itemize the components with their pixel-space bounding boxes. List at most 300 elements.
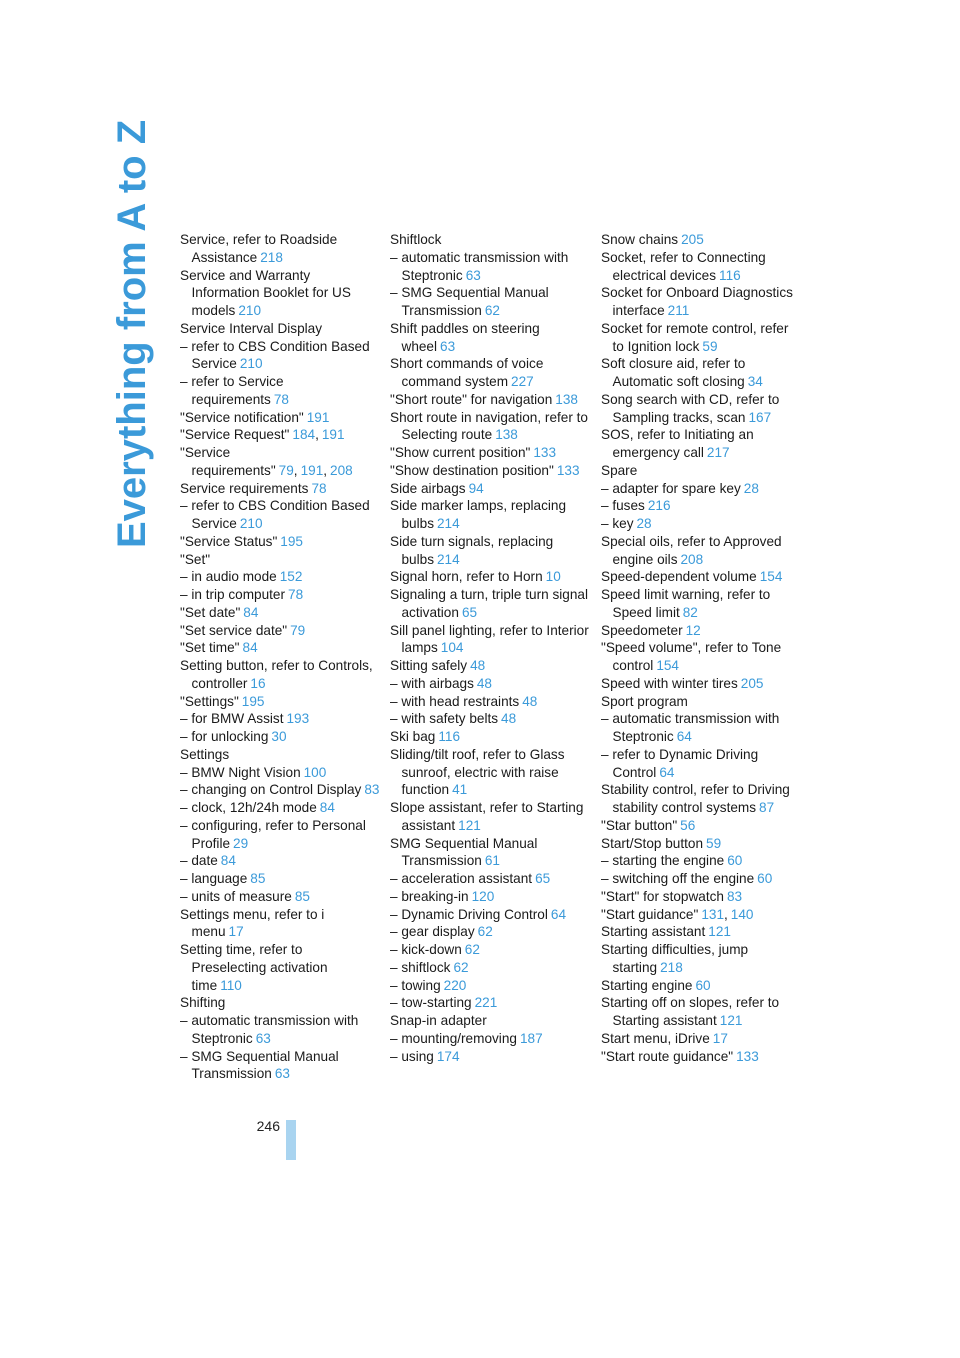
index-entry	[390, 391, 590, 409]
index-entry	[601, 1048, 801, 1066]
index-entry	[180, 888, 380, 906]
index-term: – clock, 12h/24h mode	[180, 800, 317, 815]
page-link[interactable]: 59	[706, 835, 722, 851]
side-title	[108, 119, 154, 548]
index-term: SMG Sequential Manual Transmission	[390, 835, 538, 869]
page-link[interactable]: 48	[522, 693, 538, 709]
page-link[interactable]: 133	[556, 462, 580, 478]
page-link[interactable]: 87	[759, 800, 775, 815]
index-term: "Show destination position"	[390, 462, 554, 478]
index-term: "Show current position"	[390, 445, 531, 460]
index-entry	[390, 568, 590, 586]
index-entry	[390, 657, 590, 675]
index-entry	[601, 497, 801, 515]
index-term: Socket for Onboard Diagnostics interface	[601, 285, 793, 318]
page-link[interactable]: 17	[712, 1030, 728, 1046]
index-term: Sill panel lighting, refer to Interior lamps	[390, 622, 589, 656]
page-link[interactable]: 63	[465, 267, 481, 283]
index-term: Snap-in adapter	[390, 1013, 487, 1028]
index-entry	[180, 586, 380, 604]
index-term: Service and Warranty Information Booklet for US models	[180, 267, 351, 318]
index-entry	[180, 320, 380, 338]
page-link[interactable]: 29	[233, 835, 249, 851]
index-term: – SMG Sequential Manual Transmission	[390, 285, 549, 318]
page-separator: ,	[323, 462, 328, 478]
index-entry	[180, 551, 380, 569]
index-term: – refer to Dynamic Driving Control	[601, 746, 759, 780]
page-link[interactable]: 218	[260, 249, 283, 265]
index-term: – switching off the engine	[601, 871, 755, 886]
page-link[interactable]: 195	[280, 533, 303, 549]
page-link[interactable]: 208	[680, 551, 704, 567]
index-term: – for unlocking	[180, 729, 269, 744]
page-link[interactable]: 30	[271, 729, 287, 744]
page-link[interactable]: 64	[550, 906, 567, 922]
index-term: – automatic transmission with Steptronic	[601, 711, 780, 744]
page-link[interactable]: 83	[726, 888, 743, 904]
index-term: – refer to CBS Condition Based Service	[180, 338, 370, 372]
index-term: Settings menu, refer to i menu	[180, 906, 325, 940]
index-term: Socket for remote control, refer to Ignition lock	[601, 320, 789, 354]
page-link[interactable]: 121	[458, 817, 481, 833]
index-term: – automatic transmission with Steptronic	[180, 1013, 359, 1046]
index-entry	[601, 639, 801, 675]
index-term: "Service requirements"	[180, 445, 276, 478]
page-link[interactable]: 191	[300, 462, 324, 478]
index-term: Speedometer	[601, 622, 683, 638]
page-link[interactable]: 64	[659, 764, 675, 780]
page-link[interactable]: 205	[681, 232, 704, 247]
index-term: Short route in navigation, refer to Selecting route	[390, 409, 588, 443]
index-term: – with head restraints	[390, 693, 520, 709]
index-term: Speed-dependent volume	[601, 569, 757, 585]
page-link[interactable]: 78	[288, 587, 304, 602]
page-number: 246	[256, 1118, 280, 1134]
page-link[interactable]: 211	[667, 303, 690, 318]
page-link[interactable]: 63	[255, 1030, 271, 1046]
index-entry	[390, 710, 590, 728]
index-entry	[601, 941, 801, 977]
index-entry	[180, 639, 380, 657]
page-link[interactable]: 116	[719, 267, 741, 283]
index-entry	[180, 533, 380, 551]
index-term: – refer to Service requirements	[180, 374, 284, 407]
page-link[interactable]: 187	[519, 1030, 543, 1046]
page-separator: ,	[315, 427, 319, 443]
index-term: Sitting safely	[390, 658, 468, 673]
index-term: – in audio mode	[180, 569, 277, 585]
index-entry	[390, 622, 590, 658]
index-term: "Set time"	[180, 640, 240, 656]
index-entry	[180, 604, 380, 622]
index-entry	[601, 781, 801, 817]
index-term: – adapter for spare key	[601, 480, 741, 496]
index-entry	[390, 835, 590, 871]
index-entry	[601, 622, 801, 640]
page-number-bar	[286, 1120, 296, 1160]
page-link[interactable]: 65	[461, 604, 478, 620]
page-link[interactable]: 65	[535, 871, 551, 886]
index-entry	[601, 710, 801, 746]
index-entry	[390, 1048, 590, 1066]
index-term: "Speed volume", refer to Tone control	[601, 640, 782, 673]
index-term: – tow-starting	[390, 995, 472, 1011]
index-entry	[601, 977, 801, 995]
index-entry	[601, 462, 801, 480]
index-entry	[180, 764, 380, 782]
index-term: – with airbags	[390, 675, 474, 691]
index-term: Service, refer to Roadside Assistance	[180, 232, 338, 265]
index-entry	[601, 533, 801, 569]
index-term: – configuring, refer to Personal Profile	[180, 817, 366, 851]
index-term: Snow chains	[601, 232, 679, 247]
index-entry	[601, 515, 801, 533]
index-term: Ski bag	[390, 729, 436, 744]
index-entry	[601, 870, 801, 888]
index-entry	[390, 586, 590, 622]
index-entry	[601, 231, 801, 249]
page-link[interactable]: 34	[747, 374, 763, 389]
index-term: – breaking-in	[390, 888, 469, 904]
index-entry	[390, 746, 590, 799]
index-term: – in trip computer	[180, 587, 286, 602]
index-term: – using	[390, 1048, 434, 1064]
page-link[interactable]: 28	[636, 516, 652, 531]
index-term: – Dynamic Driving Control	[390, 906, 548, 922]
index-column-1	[180, 231, 380, 1083]
index-term: Side airbags	[390, 480, 466, 496]
page-link[interactable]: 48	[476, 675, 492, 691]
index-term: Starting difficulties, jump starting	[601, 942, 749, 975]
index-term: – language	[180, 871, 248, 886]
index-entry	[390, 728, 590, 746]
index-term: "Set service date"	[180, 622, 288, 638]
page-link[interactable]: 85	[250, 871, 266, 886]
index-term: "Service Request"	[180, 427, 290, 443]
index-entry	[180, 480, 380, 498]
index-term: Speed with winter tires	[601, 675, 738, 691]
index-term: – shiftlock	[390, 959, 451, 975]
index-entry	[390, 480, 590, 498]
index-entry	[180, 728, 380, 746]
index-entry	[601, 426, 801, 462]
page-link[interactable]: 62	[477, 924, 493, 940]
index-entry	[601, 586, 801, 622]
page-link[interactable]: 152	[279, 569, 303, 585]
index-term: Short commands of voice command system	[390, 356, 544, 389]
index-entry	[601, 284, 801, 320]
page-link[interactable]: 84	[242, 640, 258, 656]
page-link[interactable]: 193	[286, 711, 310, 727]
index-entry	[601, 355, 801, 391]
index-entry	[390, 1012, 590, 1030]
index-term: Shifting	[180, 995, 226, 1011]
page-link[interactable]: 12	[685, 622, 701, 638]
index-term: – SMG Sequential Manual Transmission	[180, 1048, 339, 1082]
index-entry	[390, 320, 590, 356]
page-link[interactable]: 62	[484, 303, 500, 318]
index-entry	[601, 817, 801, 835]
index-term: Slope assistant, refer to Starting assistant	[390, 800, 584, 833]
index-term: Service requirements	[180, 480, 309, 496]
index-term: Setting button, refer to Controls, controller	[180, 658, 373, 691]
index-entry	[180, 781, 380, 799]
page-link[interactable]: 214	[437, 516, 460, 531]
index-term: Starting engine	[601, 977, 693, 993]
index-entry	[180, 746, 380, 764]
index-entry	[390, 994, 590, 1012]
page-link[interactable]: 41	[452, 782, 468, 798]
index-entry	[390, 693, 590, 711]
index-term: "Short route" for navigation	[390, 391, 553, 407]
page-link[interactable]: 110	[220, 977, 242, 993]
index-term: – BMW Night Vision	[180, 764, 301, 780]
index-entry	[180, 267, 380, 320]
index-term: – mounting/removing	[390, 1030, 517, 1046]
index-entry	[180, 799, 380, 817]
index-entry	[180, 338, 380, 374]
index-term: "Start" for stopwatch	[601, 888, 724, 904]
index-term: Sport program	[601, 693, 688, 709]
index-entry	[601, 693, 801, 711]
index-entry	[390, 462, 590, 480]
index-entry	[601, 568, 801, 586]
page-link[interactable]: 16	[250, 675, 266, 691]
index-entry	[180, 373, 380, 409]
index-entry	[180, 906, 380, 942]
page-link[interactable]: 60	[695, 977, 711, 993]
page-link[interactable]: 167	[748, 409, 772, 425]
page-link[interactable]: 28	[743, 480, 759, 496]
page-link[interactable]: 62	[453, 959, 469, 975]
page-link[interactable]: 221	[474, 995, 498, 1011]
page-link[interactable]: 63	[274, 1066, 290, 1082]
page-link[interactable]: 205	[740, 675, 764, 691]
page-link[interactable]: 79	[278, 462, 294, 478]
page-link[interactable]: 100	[303, 764, 327, 780]
page-link[interactable]: 48	[501, 711, 517, 727]
index-term: SOS, refer to Initiating an emergency call	[601, 427, 754, 460]
index-entry	[390, 906, 590, 924]
page-separator: ,	[724, 906, 728, 922]
index-entry	[390, 675, 590, 693]
page-link[interactable]: 191	[321, 427, 345, 443]
index-entry	[390, 497, 590, 533]
page-link[interactable]: 184	[292, 427, 316, 443]
index-entry	[180, 817, 380, 853]
index-term: Signaling a turn, triple turn signal activation	[390, 587, 588, 620]
index-entry	[180, 497, 380, 533]
index-term: – gear display	[390, 924, 475, 940]
index-term: Setting time, refer to Preselecting activation time	[180, 942, 328, 993]
index-column-3	[601, 231, 801, 1065]
page-separator: ,	[293, 462, 298, 478]
page-link[interactable]: 63	[440, 338, 456, 354]
page-link[interactable]: 64	[676, 729, 692, 744]
index-term: – key	[601, 516, 634, 531]
page-link[interactable]: 133	[736, 1048, 759, 1064]
index-term: Starting assistant	[601, 924, 706, 940]
page-link[interactable]: 116	[438, 729, 461, 744]
index-term: "Start guidance"	[601, 906, 699, 922]
page-link[interactable]: 217	[706, 445, 730, 460]
index-term: "Service Status"	[180, 533, 278, 549]
page-link[interactable]: 85	[294, 888, 310, 904]
page-link[interactable]: 94	[468, 480, 484, 496]
index-term: – with safety belts	[390, 711, 499, 727]
index-entry	[601, 852, 801, 870]
page-link[interactable]: 154	[759, 569, 783, 585]
page-link[interactable]: 227	[511, 374, 534, 389]
index-entry	[390, 923, 590, 941]
index-entry	[601, 835, 801, 853]
index-term: – acceleration assistant	[390, 871, 533, 886]
page-link[interactable]: 121	[719, 1013, 743, 1028]
index-entry	[390, 959, 590, 977]
page-link[interactable]: 84	[243, 604, 259, 620]
page-link[interactable]: 195	[241, 693, 265, 709]
page-link[interactable]: 48	[470, 658, 486, 673]
page-link[interactable]: 138	[495, 427, 518, 443]
index-entry	[180, 1012, 380, 1048]
index-entry	[390, 284, 590, 320]
page-link[interactable]: 84	[220, 853, 236, 869]
index-entry	[180, 941, 380, 994]
index-entry	[180, 693, 380, 711]
index-term: "Set date"	[180, 604, 241, 620]
index-entry	[390, 888, 590, 906]
index-entry	[601, 746, 801, 782]
index-term: Shift paddles on steering wheel	[390, 320, 540, 354]
index-entry	[390, 409, 590, 445]
index-column-2	[390, 231, 590, 1065]
page-link[interactable]: 210	[239, 516, 263, 531]
index-term: – towing	[390, 977, 441, 993]
index-term: – changing on Control Display	[180, 782, 362, 798]
index-term: "Set"	[180, 551, 211, 567]
index-entry	[390, 533, 590, 569]
index-term: – date	[180, 853, 218, 869]
page-link[interactable]: 220	[443, 977, 467, 993]
page-link[interactable]: 56	[680, 817, 696, 833]
index-term: "Start route guidance"	[601, 1048, 734, 1064]
index-entry	[390, 444, 590, 462]
page-link[interactable]: 104	[440, 640, 464, 656]
index-term: – fuses	[601, 498, 645, 514]
page-link[interactable]: 120	[471, 888, 495, 904]
index-term: Side turn signals, replacing bulbs	[390, 533, 554, 567]
page-link[interactable]: 62	[464, 942, 480, 957]
page-link[interactable]: 140	[730, 906, 754, 922]
page-link[interactable]: 174	[436, 1048, 460, 1064]
index-entry	[601, 249, 801, 285]
page-link[interactable]: 216	[647, 498, 671, 514]
index-entry	[180, 852, 380, 870]
index-entry	[601, 675, 801, 693]
page-link[interactable]: 208	[330, 462, 353, 478]
index-entry	[601, 888, 801, 906]
index-entry	[180, 568, 380, 586]
index-entry	[601, 1030, 801, 1048]
page-link[interactable]: 78	[273, 391, 289, 407]
index-entry	[390, 249, 590, 285]
side-title-text: Everything from A to Z	[110, 119, 154, 548]
page-link[interactable]: 138	[555, 391, 578, 407]
index-entry	[601, 994, 801, 1030]
index-entry	[180, 622, 380, 640]
page-link[interactable]: 59	[702, 338, 718, 354]
index-term: Soft closure aid, refer to Automatic soft closing	[601, 356, 746, 389]
index-entry	[601, 320, 801, 356]
index-term: Settings	[180, 746, 230, 762]
index-term: Special oils, refer to Approved engine oils	[601, 533, 782, 567]
index-entry	[180, 231, 380, 267]
index-entry	[390, 977, 590, 995]
index-term: Shiftlock	[390, 232, 442, 247]
page-link[interactable]: 154	[656, 658, 679, 673]
page-link[interactable]: 78	[311, 480, 327, 496]
page-link[interactable]: 60	[757, 871, 773, 886]
index-entry	[601, 480, 801, 498]
index-term: – for BMW Assist	[180, 711, 284, 727]
page-link[interactable]: 17	[228, 924, 244, 940]
index-term: – units of measure	[180, 888, 292, 904]
page-link[interactable]: 60	[727, 853, 743, 869]
index-entry	[180, 870, 380, 888]
page-link[interactable]: 83	[364, 782, 380, 798]
index-term: "Service notification"	[180, 409, 304, 425]
index-entry	[390, 1030, 590, 1048]
index-term: Side marker lamps, replacing bulbs	[390, 498, 567, 531]
index-term: – automatic transmission with Steptronic	[390, 249, 569, 283]
index-entry	[180, 710, 380, 728]
index-entry	[180, 444, 380, 480]
index-term: Sliding/tilt roof, refer to Glass sunroof, electric with raise function	[390, 746, 565, 798]
index-entry	[390, 355, 590, 391]
index-term: – kick-down	[390, 942, 462, 957]
index-term: Speed limit warning, refer to Speed limit	[601, 587, 771, 620]
index-entry	[180, 409, 380, 427]
index-entry	[601, 391, 801, 427]
page-link[interactable]: 191	[306, 409, 330, 425]
page-link[interactable]: 10	[545, 569, 561, 585]
page-link[interactable]: 121	[708, 924, 731, 940]
index-term: – refer to CBS Condition Based Service	[180, 498, 370, 531]
page-link[interactable]: 131	[701, 906, 725, 922]
index-entry	[180, 994, 380, 1012]
page-link[interactable]: 61	[484, 853, 500, 869]
index-term: Starting off on slopes, refer to Starting assistant	[601, 995, 780, 1028]
index-entry	[390, 231, 590, 249]
page-link[interactable]: 82	[682, 604, 698, 620]
index-entry	[601, 906, 801, 924]
page-link[interactable]: 133	[533, 445, 557, 460]
index-entry	[601, 923, 801, 941]
index-term: – starting the engine	[601, 853, 725, 869]
index-entry	[390, 941, 590, 959]
index-term: Spare	[601, 462, 638, 478]
page-link[interactable]: 214	[437, 551, 460, 567]
index-term: "Star button"	[601, 817, 678, 833]
index-term: Stability control, refer to Driving stability control systems	[601, 782, 790, 815]
index-term: Signal horn, refer to Horn	[390, 569, 543, 585]
page-link[interactable]: 79	[290, 622, 306, 638]
page-link[interactable]: 210	[238, 303, 262, 318]
page-link[interactable]: 84	[319, 800, 335, 815]
page-link[interactable]: 218	[660, 959, 683, 975]
page-link[interactable]: 210	[239, 356, 263, 372]
index-term: Start/Stop button	[601, 835, 704, 851]
